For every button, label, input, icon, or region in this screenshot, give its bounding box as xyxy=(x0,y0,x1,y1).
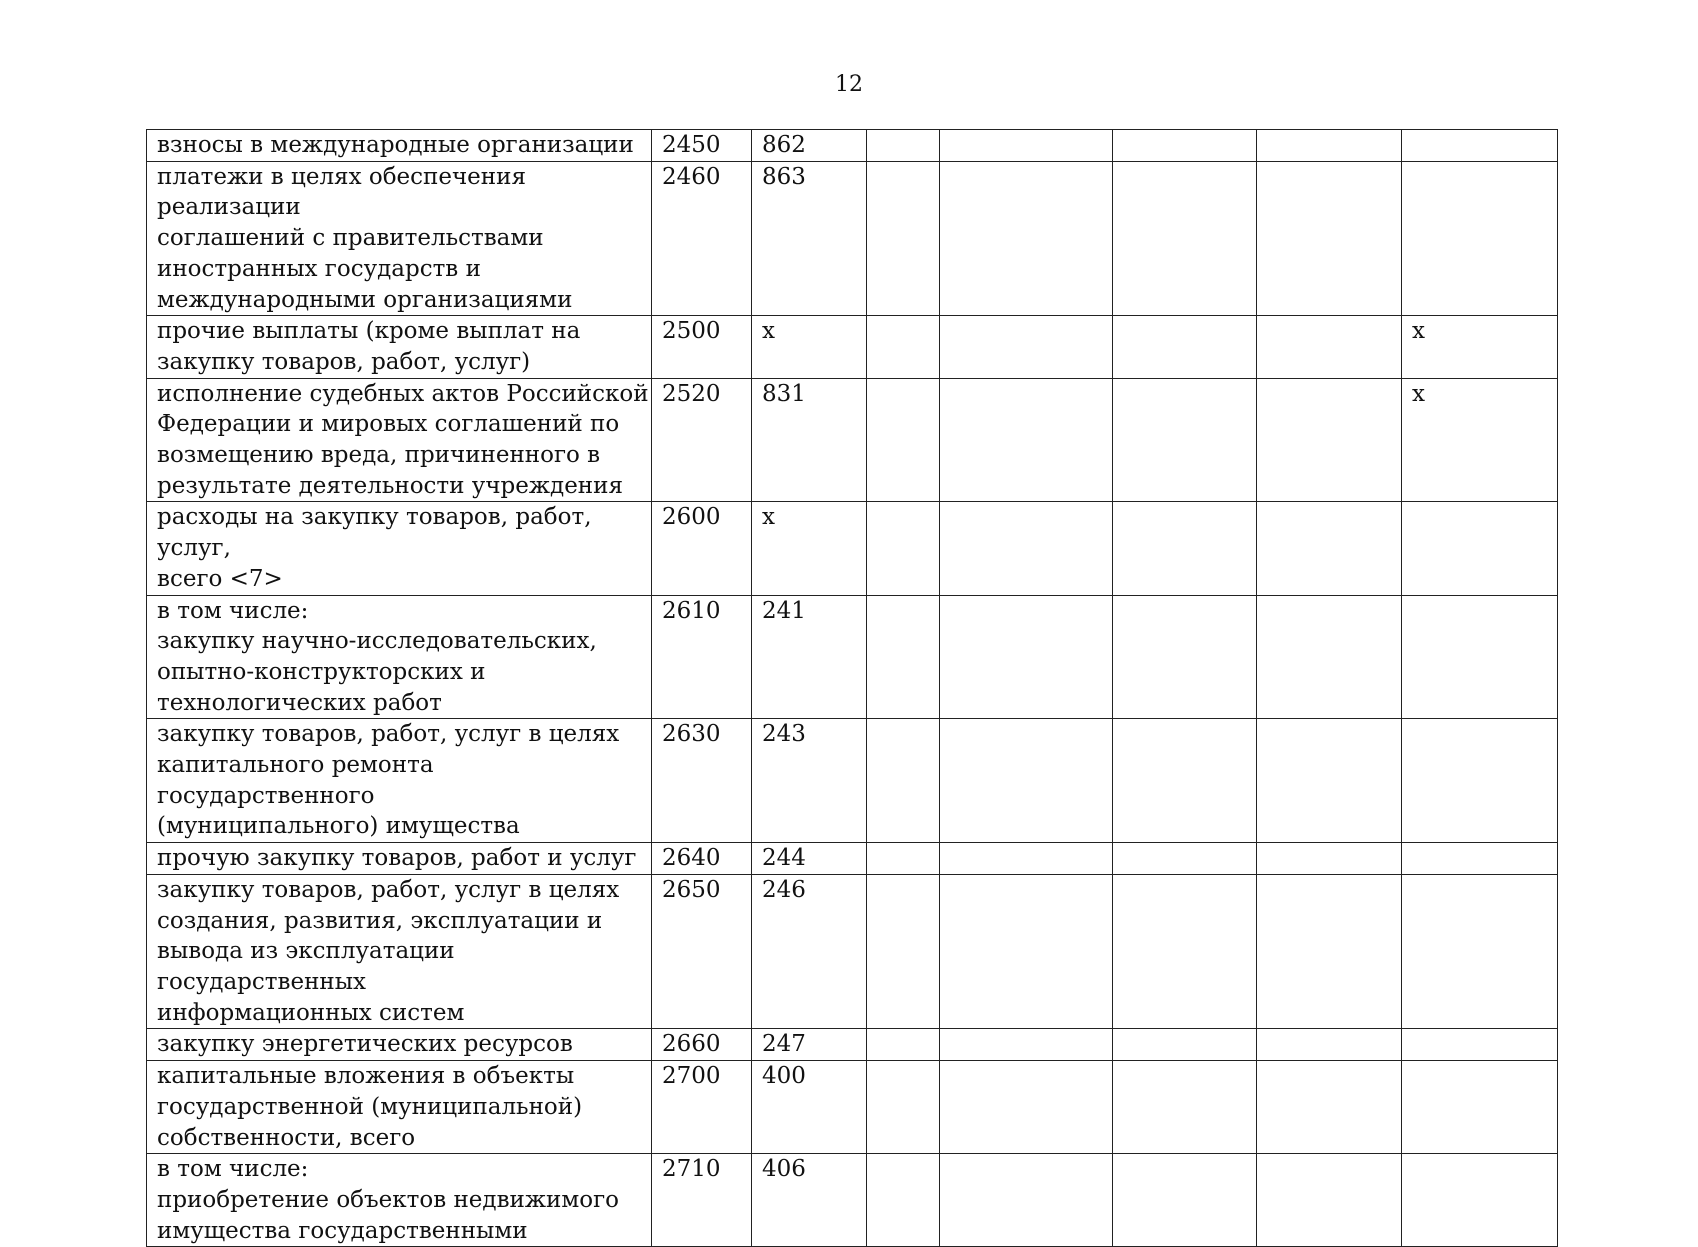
table-row xyxy=(147,161,1558,316)
value-cell xyxy=(867,1061,940,1154)
kbk-code-cell: 406 xyxy=(752,1154,867,1247)
value-cell: x xyxy=(1402,378,1558,502)
value-cell xyxy=(867,719,940,843)
table-row xyxy=(147,316,1558,378)
value-cell xyxy=(1113,161,1257,316)
value-cell xyxy=(1257,874,1402,1029)
value-cell xyxy=(1113,843,1257,875)
row-code-cell: 2500 xyxy=(652,316,752,378)
value-cell xyxy=(1257,719,1402,843)
row-code-cell: 2450 xyxy=(652,130,752,162)
value-cell xyxy=(1257,1029,1402,1061)
kbk-code-cell: 241 xyxy=(752,595,867,719)
row-code-cell: 2650 xyxy=(652,874,752,1029)
value-cell xyxy=(940,1154,1113,1247)
kbk-code-cell: 244 xyxy=(752,843,867,875)
row-label-cell: платежи в целях обеспечения реализации соглашений с правительствами иностранных государств и международными организациями xyxy=(147,161,652,316)
value-cell xyxy=(1402,874,1558,1029)
value-cell xyxy=(1257,1061,1402,1154)
kbk-code-cell: 243 xyxy=(752,719,867,843)
table-row xyxy=(147,843,1558,875)
row-label-cell: расходы на закупку товаров, работ, услуг, всего <7> xyxy=(147,502,652,595)
value-cell xyxy=(940,378,1113,502)
value-cell xyxy=(1402,1061,1558,1154)
table-row xyxy=(147,1154,1558,1247)
row-label-cell: исполнение судебных актов Российской Федерации и мировых соглашений по возмещению вреда, причиненного в результате деятельности учреждения xyxy=(147,378,652,502)
row-code-cell: 2660 xyxy=(652,1029,752,1061)
value-cell xyxy=(940,316,1113,378)
value-cell xyxy=(1402,1154,1558,1247)
row-code-cell: 2700 xyxy=(652,1061,752,1154)
table-row xyxy=(147,874,1558,1029)
kbk-code-cell: 831 xyxy=(752,378,867,502)
value-cell xyxy=(867,378,940,502)
value-cell xyxy=(867,502,940,595)
value-cell xyxy=(867,316,940,378)
row-code-cell: 2630 xyxy=(652,719,752,843)
value-cell xyxy=(867,161,940,316)
row-label-cell: взносы в международные организации xyxy=(147,130,652,162)
row-code-cell: 2460 xyxy=(652,161,752,316)
row-label-cell: закупку товаров, работ, услуг в целях капитального ремонта государственного (муниципального) имущества xyxy=(147,719,652,843)
kbk-code-cell: x xyxy=(752,502,867,595)
table-body xyxy=(147,130,1558,1247)
value-cell xyxy=(940,1029,1113,1061)
value-cell xyxy=(867,1029,940,1061)
budget-table xyxy=(146,129,1558,1247)
row-label-cell: прочую закупку товаров, работ и услуг xyxy=(147,843,652,875)
value-cell xyxy=(940,595,1113,719)
value-cell xyxy=(867,1154,940,1247)
value-cell xyxy=(1257,316,1402,378)
row-label-cell: закупку энергетических ресурсов xyxy=(147,1029,652,1061)
value-cell xyxy=(1402,595,1558,719)
kbk-code-cell: 862 xyxy=(752,130,867,162)
value-cell xyxy=(1402,130,1558,162)
value-cell: x xyxy=(1402,316,1558,378)
row-label-cell: капитальные вложения в объекты государственной (муниципальной) собственности, всего xyxy=(147,1061,652,1154)
value-cell xyxy=(1257,595,1402,719)
table-row xyxy=(147,719,1558,843)
value-cell xyxy=(867,874,940,1029)
value-cell xyxy=(940,719,1113,843)
row-label-cell: в том числе: приобретение объектов недвижимого имущества государственными xyxy=(147,1154,652,1247)
value-cell xyxy=(1257,161,1402,316)
value-cell xyxy=(1402,843,1558,875)
value-cell xyxy=(1113,719,1257,843)
value-cell xyxy=(940,843,1113,875)
value-cell xyxy=(1402,719,1558,843)
row-code-cell: 2520 xyxy=(652,378,752,502)
kbk-code-cell: 400 xyxy=(752,1061,867,1154)
kbk-code-cell: 863 xyxy=(752,161,867,316)
row-label-cell: прочие выплаты (кроме выплат на закупку товаров, работ, услуг) xyxy=(147,316,652,378)
value-cell xyxy=(867,130,940,162)
table-row xyxy=(147,378,1558,502)
value-cell xyxy=(940,502,1113,595)
value-cell xyxy=(1402,502,1558,595)
table-row xyxy=(147,1061,1558,1154)
value-cell xyxy=(1113,1061,1257,1154)
value-cell xyxy=(1257,378,1402,502)
value-cell xyxy=(940,161,1113,316)
page-number: 12 xyxy=(835,72,863,97)
value-cell xyxy=(1257,502,1402,595)
table-row xyxy=(147,130,1558,162)
kbk-code-cell: 246 xyxy=(752,874,867,1029)
kbk-code-cell: 247 xyxy=(752,1029,867,1061)
value-cell xyxy=(1257,843,1402,875)
row-label-cell: в том числе: закупку научно-исследовательских, опытно-конструкторских и технологических работ xyxy=(147,595,652,719)
value-cell xyxy=(1113,316,1257,378)
value-cell xyxy=(1113,130,1257,162)
kbk-code-cell: x xyxy=(752,316,867,378)
row-label-cell: закупку товаров, работ, услуг в целях создания, развития, эксплуатации и вывода из эксплуатации государственных информационных систем xyxy=(147,874,652,1029)
value-cell xyxy=(1113,595,1257,719)
row-code-cell: 2640 xyxy=(652,843,752,875)
value-cell xyxy=(1113,378,1257,502)
value-cell xyxy=(1257,130,1402,162)
row-code-cell: 2710 xyxy=(652,1154,752,1247)
value-cell xyxy=(1113,502,1257,595)
row-code-cell: 2610 xyxy=(652,595,752,719)
value-cell xyxy=(1402,161,1558,316)
value-cell xyxy=(867,843,940,875)
value-cell xyxy=(940,874,1113,1029)
value-cell xyxy=(1113,1154,1257,1247)
value-cell xyxy=(1113,874,1257,1029)
value-cell xyxy=(1402,1029,1558,1061)
value-cell xyxy=(1257,1154,1402,1247)
table-row xyxy=(147,595,1558,719)
value-cell xyxy=(940,130,1113,162)
row-code-cell: 2600 xyxy=(652,502,752,595)
value-cell xyxy=(867,595,940,719)
value-cell xyxy=(1113,1029,1257,1061)
table-row xyxy=(147,502,1558,595)
table-row xyxy=(147,1029,1558,1061)
value-cell xyxy=(940,1061,1113,1154)
